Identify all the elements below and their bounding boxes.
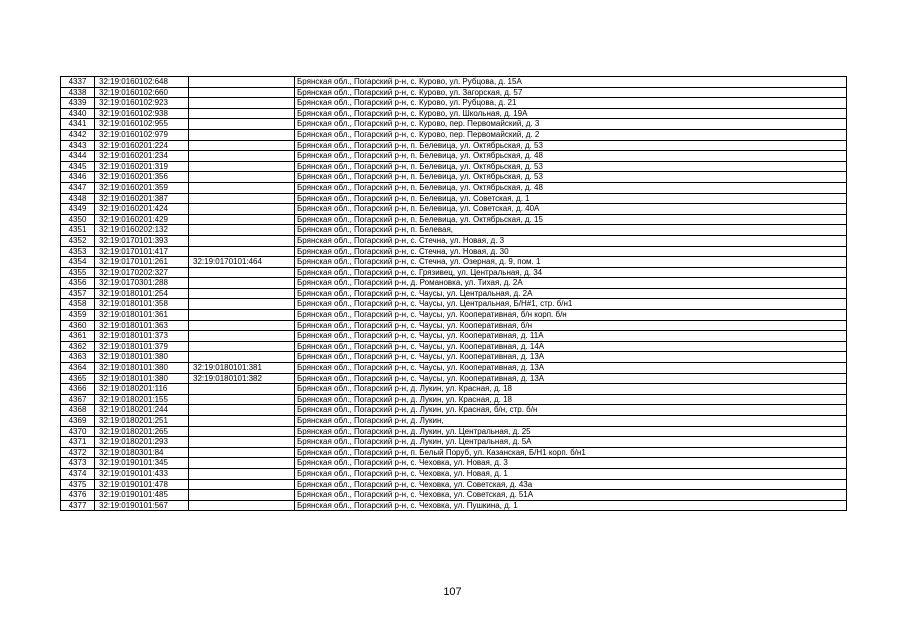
address-cell: Брянская обл., Погарский р-н, п. Белевица, ул. Советская, д. 40А [295, 204, 847, 215]
cadastral-number-cell: 32:19:0190101:345 [95, 458, 189, 469]
address-cell: Брянская обл., Погарский р-н, д. Лукин, ул. Красная, д. 18 [295, 384, 847, 395]
row-number-cell: 4345 [61, 161, 95, 172]
row-number-cell: 4341 [61, 119, 95, 130]
address-cell: Брянская обл., Погарский р-н, с. Чаусы, ул. Центральная, Б/Н#1, стр. б/н1 [295, 299, 847, 310]
table-row [61, 490, 847, 501]
row-number-cell: 4375 [61, 479, 95, 490]
table-row [61, 299, 847, 310]
address-cell: Брянская обл., Погарский р-н, с. Чаусы, ул. Кооперативная, д. 13А [295, 363, 847, 374]
linked-cadastral-number-cell: 32:19:0180101:382 [189, 373, 295, 384]
row-number-cell: 4368 [61, 405, 95, 416]
table-row [61, 161, 847, 172]
linked-cadastral-number-cell [189, 108, 295, 119]
table-row [61, 257, 847, 268]
address-cell: Брянская обл., Погарский р-н, п. Белевица, ул. Советская, д. 1 [295, 193, 847, 204]
row-number-cell: 4348 [61, 193, 95, 204]
address-cell: Брянская обл., Погарский р-н, с. Чаусы, ул. Центральная, д. 2А [295, 288, 847, 299]
address-cell: Брянская обл., Погарский р-н, с. Курово, ул. Школьная, д. 19А [295, 108, 847, 119]
address-cell: Брянская обл., Погарский р-н, д. Романовка, ул. Тихая, д. 2А [295, 278, 847, 289]
address-cell: Брянская обл., Погарский р-н, с. Стечна, ул. Озерная, д. 9, пом. 1 [295, 257, 847, 268]
row-number-cell: 4350 [61, 214, 95, 225]
row-number-cell: 4374 [61, 468, 95, 479]
linked-cadastral-number-cell [189, 468, 295, 479]
table-row [61, 288, 847, 299]
table-row [61, 225, 847, 236]
table-row [61, 500, 847, 511]
row-number-cell: 4346 [61, 172, 95, 183]
row-number-cell: 4377 [61, 500, 95, 511]
linked-cadastral-number-cell [189, 490, 295, 501]
linked-cadastral-number-cell [189, 129, 295, 140]
row-number-cell: 4339 [61, 98, 95, 109]
linked-cadastral-number-cell [189, 140, 295, 151]
cadastral-number-cell: 32:19:0160201:387 [95, 193, 189, 204]
cadastral-number-cell: 32:19:0180101:361 [95, 310, 189, 321]
table-row [61, 426, 847, 437]
row-number-cell: 4376 [61, 490, 95, 501]
table-row [61, 204, 847, 215]
table-row [61, 235, 847, 246]
table-row [61, 98, 847, 109]
cadastral-number-cell: 32:19:0180201:293 [95, 437, 189, 448]
table-row [61, 172, 847, 183]
cadastral-number-cell: 32:19:0180201:265 [95, 426, 189, 437]
table-row [61, 320, 847, 331]
table-row [61, 458, 847, 469]
address-cell: Брянская обл., Погарский р-н, п. Белевая, [295, 225, 847, 236]
table-row [61, 267, 847, 278]
address-cell: Брянская обл., Погарский р-н, с. Курово, пер. Первомайский, д. 3 [295, 119, 847, 130]
cadastral-number-cell: 32:19:0160201:359 [95, 182, 189, 193]
linked-cadastral-number-cell [189, 426, 295, 437]
row-number-cell: 4340 [61, 108, 95, 119]
row-number-cell: 4357 [61, 288, 95, 299]
row-number-cell: 4355 [61, 267, 95, 278]
row-number-cell: 4337 [61, 77, 95, 88]
table-row [61, 193, 847, 204]
address-cell: Брянская обл., Погарский р-н, с. Стечна, ул. Новая, д. 3 [295, 235, 847, 246]
linked-cadastral-number-cell [189, 405, 295, 416]
linked-cadastral-number-cell [189, 151, 295, 162]
row-number-cell: 4371 [61, 437, 95, 448]
address-cell: Брянская обл., Погарский р-н, с. Стечна, ул. Новая, д. 30 [295, 246, 847, 257]
registry-table-body [61, 77, 847, 511]
table-row [61, 214, 847, 225]
cadastral-number-cell: 32:19:0180101:379 [95, 341, 189, 352]
address-cell: Брянская обл., Погарский р-н, д. Лукин, [295, 416, 847, 427]
table-row [61, 479, 847, 490]
row-number-cell: 4367 [61, 394, 95, 405]
address-cell: Брянская обл., Погарский р-н, с. Чаусы, ул. Кооперативная, б/н корп. б/н [295, 310, 847, 321]
property-registry-table [60, 76, 847, 511]
cadastral-number-cell: 32:19:0160102:955 [95, 119, 189, 130]
table-row [61, 87, 847, 98]
address-cell: Брянская обл., Погарский р-н, д. Лукин, ул. Центральная, д. 25 [295, 426, 847, 437]
address-cell: Брянская обл., Погарский р-н, с. Курово, пер. Первомайский, д. 2 [295, 129, 847, 140]
linked-cadastral-number-cell [189, 331, 295, 342]
row-number-cell: 4358 [61, 299, 95, 310]
address-cell: Брянская обл., Погарский р-н, п. Белевица, ул. Октябрьская, д. 53 [295, 140, 847, 151]
address-cell: Брянская обл., Погарский р-н, д. Лукин, ул. Красная, д. 18 [295, 394, 847, 405]
linked-cadastral-number-cell [189, 394, 295, 405]
address-cell: Брянская обл., Погарский р-н, с. Чеховка, ул. Советская, д. 43а [295, 479, 847, 490]
table-row [61, 119, 847, 130]
linked-cadastral-number-cell [189, 310, 295, 321]
linked-cadastral-number-cell [189, 172, 295, 183]
linked-cadastral-number-cell: 32:19:0180101:381 [189, 363, 295, 374]
row-number-cell: 4343 [61, 140, 95, 151]
row-number-cell: 4347 [61, 182, 95, 193]
cadastral-number-cell: 32:19:0180101:380 [95, 373, 189, 384]
page-number: 107 [443, 586, 462, 598]
cadastral-number-cell: 32:19:0170101:261 [95, 257, 189, 268]
row-number-cell: 4356 [61, 278, 95, 289]
row-number-cell: 4359 [61, 310, 95, 321]
address-cell: Брянская обл., Погарский р-н, д. Лукин, ул. Центральная, д. 5А [295, 437, 847, 448]
cadastral-number-cell: 32:19:0170301:288 [95, 278, 189, 289]
cadastral-number-cell: 32:19:0180201:116 [95, 384, 189, 395]
address-cell: Брянская обл., Погарский р-н, с. Чеховка, ул. Пушкина, д. 1 [295, 500, 847, 511]
cadastral-number-cell: 32:19:0180101:363 [95, 320, 189, 331]
cadastral-number-cell: 32:19:0180201:251 [95, 416, 189, 427]
linked-cadastral-number-cell [189, 98, 295, 109]
row-number-cell: 4373 [61, 458, 95, 469]
address-cell: Брянская обл., Погарский р-н, п. Белевица, ул. Октябрьская, д. 53 [295, 161, 847, 172]
cadastral-number-cell: 32:19:0160201:224 [95, 140, 189, 151]
address-cell: Брянская обл., Погарский р-н, п. Белевица, ул. Октябрьская, д. 48 [295, 182, 847, 193]
cadastral-number-cell: 32:19:0160102:979 [95, 129, 189, 140]
row-number-cell: 4360 [61, 320, 95, 331]
row-number-cell: 4364 [61, 363, 95, 374]
row-number-cell: 4361 [61, 331, 95, 342]
table-row [61, 468, 847, 479]
address-cell: Брянская обл., Погарский р-н, с. Чаусы, ул. Кооперативная, д. 14А [295, 341, 847, 352]
table-row [61, 108, 847, 119]
linked-cadastral-number-cell [189, 299, 295, 310]
address-cell: Брянская обл., Погарский р-н, п. Белевица, ул. Октябрьская, д. 53 [295, 172, 847, 183]
linked-cadastral-number-cell [189, 225, 295, 236]
cadastral-number-cell: 32:19:0170101:393 [95, 235, 189, 246]
row-number-cell: 4353 [61, 246, 95, 257]
linked-cadastral-number-cell [189, 246, 295, 257]
cadastral-number-cell: 32:19:0190101:433 [95, 468, 189, 479]
linked-cadastral-number-cell [189, 235, 295, 246]
linked-cadastral-number-cell [189, 341, 295, 352]
cadastral-number-cell: 32:19:0190101:567 [95, 500, 189, 511]
linked-cadastral-number-cell [189, 161, 295, 172]
row-number-cell: 4363 [61, 352, 95, 363]
address-cell: Брянская обл., Погарский р-н, д. Лукин, ул. Красная, б/н, стр. б/н [295, 405, 847, 416]
linked-cadastral-number-cell [189, 384, 295, 395]
cadastral-number-cell: 32:19:0160201:319 [95, 161, 189, 172]
linked-cadastral-number-cell [189, 193, 295, 204]
table-row [61, 77, 847, 88]
address-cell: Брянская обл., Погарский р-н, с. Чеховка, ул. Советская, д. 51А [295, 490, 847, 501]
row-number-cell: 4352 [61, 235, 95, 246]
cadastral-number-cell: 32:19:0190101:478 [95, 479, 189, 490]
table-row [61, 129, 847, 140]
table-row [61, 447, 847, 458]
linked-cadastral-number-cell [189, 278, 295, 289]
table-row [61, 437, 847, 448]
linked-cadastral-number-cell [189, 288, 295, 299]
cadastral-number-cell: 32:19:0160102:938 [95, 108, 189, 119]
address-cell: Брянская обл., Погарский р-н, п. Белевица, ул. Октябрьская, д. 15 [295, 214, 847, 225]
cadastral-number-cell: 32:19:0160102:923 [95, 98, 189, 109]
cadastral-number-cell: 32:19:0160201:356 [95, 172, 189, 183]
cadastral-number-cell: 32:19:0180101:373 [95, 331, 189, 342]
address-cell: Брянская обл., Погарский р-н, с. Курово, ул. Рубцова, д. 15А [295, 77, 847, 88]
cadastral-number-cell: 32:19:0180101:380 [95, 363, 189, 374]
linked-cadastral-number-cell [189, 182, 295, 193]
cadastral-number-cell: 32:19:0180301:84 [95, 447, 189, 458]
row-number-cell: 4362 [61, 341, 95, 352]
address-cell: Брянская обл., Погарский р-н, с. Чаусы, ул. Кооперативная, д. 13А [295, 352, 847, 363]
linked-cadastral-number-cell [189, 214, 295, 225]
address-cell: Брянская обл., Погарский р-н, с. Чеховка, ул. Новая, д. 1 [295, 468, 847, 479]
table-row [61, 182, 847, 193]
cadastral-number-cell: 32:19:0180101:254 [95, 288, 189, 299]
linked-cadastral-number-cell [189, 437, 295, 448]
table-row [61, 310, 847, 321]
linked-cadastral-number-cell: 32:19:0170101:464 [189, 257, 295, 268]
row-number-cell: 4344 [61, 151, 95, 162]
cadastral-number-cell: 32:19:0180201:155 [95, 394, 189, 405]
cadastral-number-cell: 32:19:0160201:429 [95, 214, 189, 225]
row-number-cell: 4342 [61, 129, 95, 140]
table-row [61, 278, 847, 289]
table-row [61, 352, 847, 363]
row-number-cell: 4338 [61, 87, 95, 98]
linked-cadastral-number-cell [189, 204, 295, 215]
address-cell: Брянская обл., Погарский р-н, п. Белевица, ул. Октябрьская, д. 48 [295, 151, 847, 162]
row-number-cell: 4370 [61, 426, 95, 437]
cadastral-number-cell: 32:19:0160102:648 [95, 77, 189, 88]
linked-cadastral-number-cell [189, 77, 295, 88]
cadastral-number-cell: 32:19:0160201:234 [95, 151, 189, 162]
cadastral-number-cell: 32:19:0160102:660 [95, 87, 189, 98]
address-cell: Брянская обл., Погарский р-н, с. Курово, ул. Загорская, д. 57 [295, 87, 847, 98]
linked-cadastral-number-cell [189, 119, 295, 130]
row-number-cell: 4369 [61, 416, 95, 427]
linked-cadastral-number-cell [189, 479, 295, 490]
address-cell: Брянская обл., Погарский р-н, с. Курово, ул. Рубцова, д. 21 [295, 98, 847, 109]
table-row [61, 416, 847, 427]
cadastral-number-cell: 32:19:0180101:380 [95, 352, 189, 363]
row-number-cell: 4372 [61, 447, 95, 458]
cadastral-number-cell: 32:19:0170202:327 [95, 267, 189, 278]
linked-cadastral-number-cell [189, 320, 295, 331]
table-row [61, 405, 847, 416]
table-row [61, 246, 847, 257]
address-cell: Брянская обл., Погарский р-н, с. Чеховка, ул. Новая, д. 3 [295, 458, 847, 469]
address-cell: Брянская обл., Погарский р-н, с. Чаусы, ул. Кооперативная, д. 11А [295, 331, 847, 342]
table-row [61, 394, 847, 405]
cadastral-number-cell: 32:19:0160202:132 [95, 225, 189, 236]
linked-cadastral-number-cell [189, 500, 295, 511]
cadastral-number-cell: 32:19:0190101:485 [95, 490, 189, 501]
address-cell: Брянская обл., Погарский р-н, с. Чаусы, ул. Кооперативная, б/н [295, 320, 847, 331]
cadastral-number-cell: 32:19:0180101:358 [95, 299, 189, 310]
address-cell: Брянская обл., Погарский р-н, с. Чаусы, ул. Кооперативная, д. 13А [295, 373, 847, 384]
table-row [61, 384, 847, 395]
row-number-cell: 4351 [61, 225, 95, 236]
table-row [61, 341, 847, 352]
address-cell: Брянская обл., Погарский р-н, с. Грязивец, ул. Центральная, д. 34 [295, 267, 847, 278]
linked-cadastral-number-cell [189, 87, 295, 98]
row-number-cell: 4349 [61, 204, 95, 215]
row-number-cell: 4366 [61, 384, 95, 395]
linked-cadastral-number-cell [189, 447, 295, 458]
row-number-cell: 4365 [61, 373, 95, 384]
cadastral-number-cell: 32:19:0170101:417 [95, 246, 189, 257]
linked-cadastral-number-cell [189, 267, 295, 278]
table-row [61, 140, 847, 151]
linked-cadastral-number-cell [189, 416, 295, 427]
linked-cadastral-number-cell [189, 352, 295, 363]
linked-cadastral-number-cell [189, 458, 295, 469]
cadastral-number-cell: 32:19:0180201:244 [95, 405, 189, 416]
address-cell: Брянская обл., Погарский р-н, п. Белый Поруб, ул. Казанская, Б/Н1 корп. б/н1 [295, 447, 847, 458]
cadastral-number-cell: 32:19:0160201:424 [95, 204, 189, 215]
row-number-cell: 4354 [61, 257, 95, 268]
table-row [61, 373, 847, 384]
table-row [61, 331, 847, 342]
table-row [61, 363, 847, 374]
table-row [61, 151, 847, 162]
